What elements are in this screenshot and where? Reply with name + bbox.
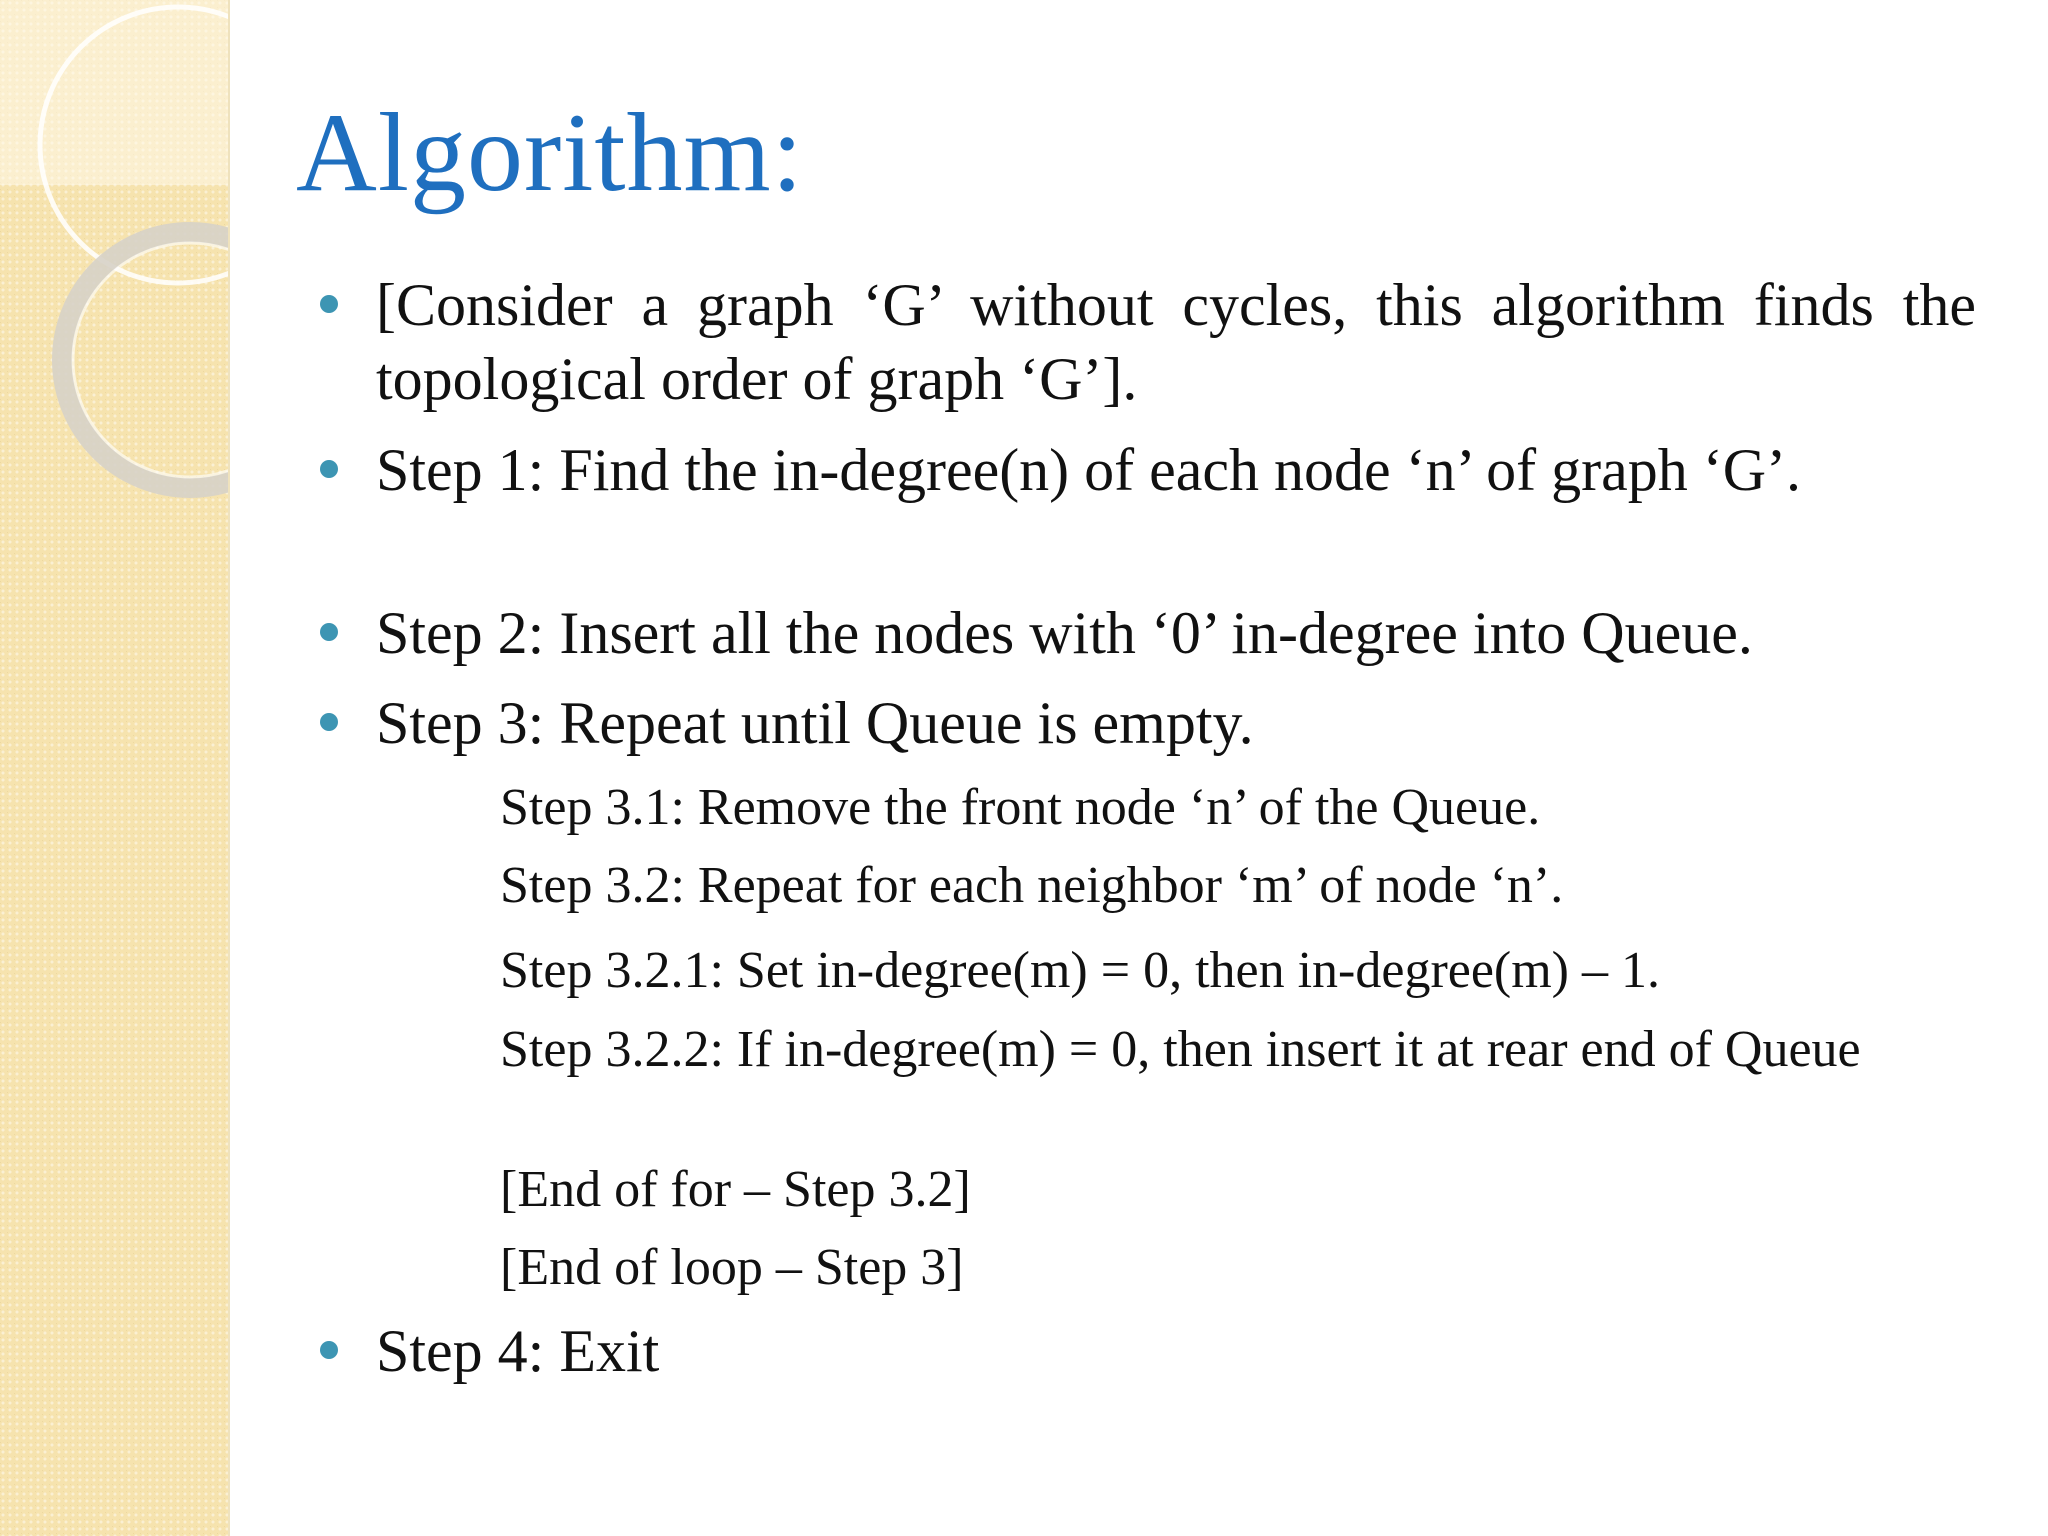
bullet-item (300, 1314, 1976, 1388)
bullet-item (300, 268, 1976, 416)
bullet-dot-icon (320, 1341, 338, 1359)
thick-ring-shape (62, 232, 228, 488)
sub-step: Step 3.1: Remove the front node ‘n’ of the Queue. (500, 779, 1541, 836)
bullet-text: [Consider a graph ‘G’ without cycles, this algorithm finds the topological order of graph ‘G’]. (376, 272, 1976, 412)
bullet-item (300, 686, 1976, 760)
decorative-rings (0, 0, 228, 520)
bullet-dot-icon (320, 713, 338, 731)
sub-step: [End of for – Step 3.2] (500, 1161, 971, 1218)
bullet-text: Step 4: Exit (376, 1318, 660, 1384)
bullet-text: Step 3: Repeat until Queue is empty. (376, 690, 1254, 756)
bullet-dot-icon (320, 623, 338, 641)
sub-step: Step 3.2.2: If in-degree(m) = 0, then insert it at rear end of Queue (500, 1021, 1861, 1078)
sub-step: Step 3.2: Repeat for each neighbor ‘m’ of node ‘n’. (500, 857, 1564, 914)
bullet-item (300, 596, 1976, 670)
sub-step: [End of loop – Step 3] (500, 1239, 964, 1296)
bullet-list (300, 0, 1976, 1536)
bullet-item (300, 433, 1976, 507)
bullet-dot-icon (320, 295, 338, 313)
bullet-text: Step 1: Find the in-degree(n) of each node ‘n’ of graph ‘G’. (376, 437, 1802, 503)
sub-step: Step 3.2.1: Set in-degree(m) = 0, then in-degree(m) – 1. (500, 942, 1660, 999)
slide-title: Algorithm: (296, 91, 804, 215)
bullet-text: Step 2: Insert all the nodes with ‘0’ in-degree into Queue. (376, 600, 1753, 666)
bullet-dot-icon (320, 460, 338, 478)
decorative-sidebar (0, 0, 230, 1536)
